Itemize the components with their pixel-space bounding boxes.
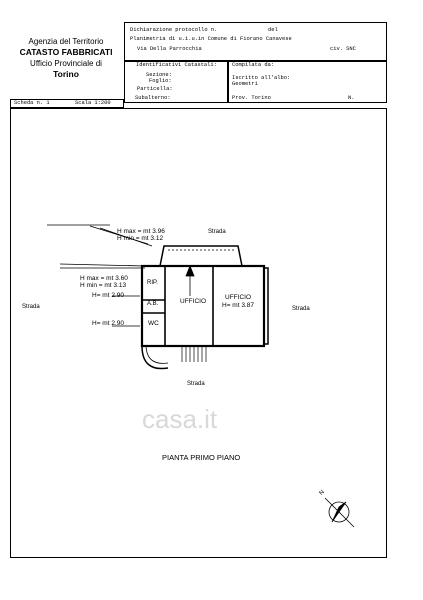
h-max-top: H max = mt 3.96 — [117, 228, 165, 235]
professione-label: Geometri — [232, 81, 258, 87]
catasto-title: CATASTO FABBRICATI — [19, 47, 113, 57]
del-label: del — [268, 27, 278, 33]
guide-line — [60, 264, 145, 266]
planimetria-label: Planimetria di u.i.u.in Comune di Fiorano Canavese — [130, 36, 292, 42]
civ-label: civ. SNC — [330, 46, 356, 52]
ufficio-right: UFFICIO — [225, 294, 251, 301]
h-max-left: H max = mt 3.60 — [80, 275, 128, 282]
strada-top: Strada — [208, 229, 226, 235]
scala-label: Scala 1:200 — [75, 100, 111, 106]
watermark: casa.it — [142, 404, 218, 434]
strada-left: Strada — [22, 304, 40, 310]
h-min-top: H min = mt 3.12 — [117, 235, 164, 242]
north-label: N — [318, 489, 326, 497]
iscritto-label: Iscritto all'albo: — [232, 75, 291, 81]
sezione-label: Sezione: — [146, 72, 172, 78]
agency-name: Agenzia del Territorio — [28, 37, 104, 46]
via-label: Via Della Parrocchia — [137, 46, 202, 52]
prov-label: Prov. Torino — [232, 95, 271, 101]
foglio-label: Foglio: — [149, 78, 172, 84]
strada-bottom: Strada — [187, 381, 205, 387]
balcony-curve — [142, 346, 168, 369]
wc-label: WC — [148, 320, 159, 327]
top-bay — [160, 246, 242, 266]
plan-title: PIANTA PRIMO PIANO — [162, 453, 241, 462]
n-label: N. — [348, 95, 355, 101]
compilata-title: Compilata da: — [232, 62, 275, 68]
ufficio-label: Ufficio Provinciale di — [30, 59, 102, 68]
subalterno-label: Subalterno: — [135, 95, 171, 101]
identificativi-title: Identificativi Catastali: — [136, 62, 217, 68]
stairs — [182, 346, 206, 362]
ufficio-right-height: H= mt 3.87 — [222, 302, 254, 309]
particella-label: Particella: — [137, 86, 173, 92]
plan-lines — [47, 225, 354, 527]
scheda-label: Scheda n. 1 — [14, 100, 50, 106]
balcony-curve-inner — [146, 346, 168, 363]
h-low: H= mt 2.90 — [92, 320, 124, 327]
provincia: Torino — [53, 69, 79, 79]
strada-right: Strada — [292, 306, 310, 312]
dichiarazione-label: Dichiarazione protocollo n. — [130, 27, 218, 33]
ufficio-left: UFFICIO — [180, 298, 206, 305]
ab-label: A.B. — [147, 301, 159, 307]
h-mid: H= mt 2.90 — [92, 292, 124, 299]
arrow-head — [186, 266, 194, 276]
h-min-left: H min = mt 3.13 — [80, 282, 127, 289]
rip-label: RIP. — [147, 280, 158, 286]
